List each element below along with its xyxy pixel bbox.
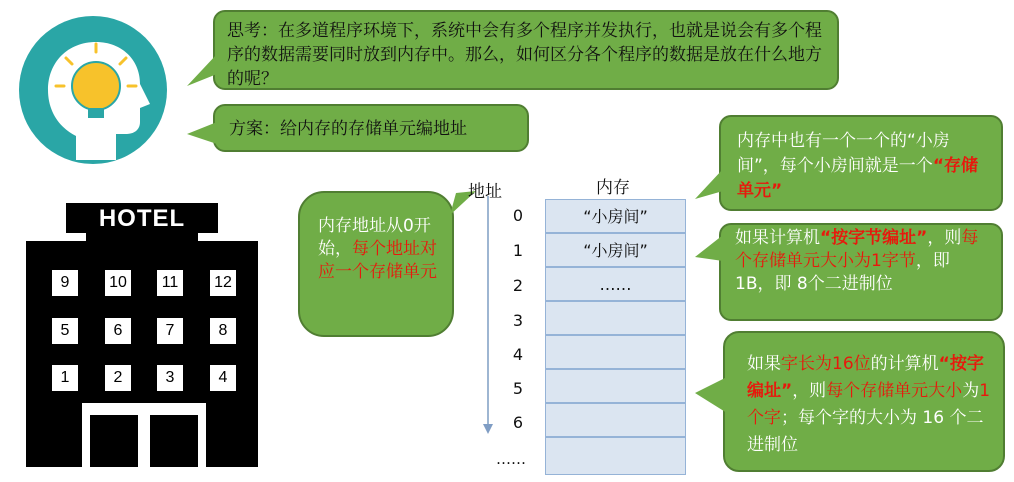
hotel-sign: HOTEL bbox=[98, 205, 186, 232]
memory-cell: …… bbox=[545, 267, 686, 301]
word-text-5: ，则 bbox=[792, 381, 827, 401]
room-bubble bbox=[719, 115, 1003, 211]
bubble-tail bbox=[695, 169, 725, 203]
word-text-7: 为 bbox=[962, 381, 980, 401]
word-text-6: 每个存储单元大小 bbox=[826, 381, 963, 401]
memory-cell bbox=[545, 369, 686, 403]
word-text-2: 字长为16位 bbox=[781, 354, 871, 374]
address-label: 1 bbox=[512, 241, 524, 260]
hotel-room: 4 bbox=[210, 365, 236, 391]
address-text-1: 内存地址从0开始， bbox=[318, 216, 431, 259]
hotel-room: 2 bbox=[105, 365, 131, 391]
byte-text-2: “按字节编址” bbox=[820, 228, 928, 248]
address-text-2: 每个地址对应一个存储单元 bbox=[318, 239, 437, 282]
address-bubble bbox=[298, 191, 454, 337]
byte-addressing-bubble bbox=[719, 223, 1003, 321]
word-text-8: 1个字 bbox=[747, 381, 991, 428]
address-label: 6 bbox=[512, 413, 524, 432]
address-label: 4 bbox=[512, 345, 524, 364]
byte-text-5: 1字节 bbox=[871, 251, 916, 271]
hotel-room: 10 bbox=[105, 270, 131, 296]
word-text-1: 如果 bbox=[747, 354, 781, 374]
address-more: …… bbox=[496, 450, 526, 468]
think-label: 思考： bbox=[227, 21, 278, 41]
hotel-room: 11 bbox=[157, 270, 183, 296]
plan-text: 方案：给内存的存储单元编地址 bbox=[229, 119, 467, 139]
head-lightbulb-icon bbox=[18, 14, 168, 166]
hotel-room: 8 bbox=[210, 318, 236, 344]
address-label: 2 bbox=[512, 276, 524, 295]
word-text-9: ；每个字的大小为 16 个二进制位 bbox=[747, 408, 984, 455]
memory-cell: “小房间” bbox=[545, 233, 686, 267]
room-text-2: “存储单元” bbox=[737, 156, 978, 201]
address-label: 0 bbox=[512, 206, 524, 225]
bubble-tail bbox=[695, 377, 729, 417]
hotel-room: 9 bbox=[52, 270, 78, 296]
address-title: 地址 bbox=[468, 182, 502, 202]
word-addressing-bubble bbox=[723, 331, 1005, 472]
bubble-tail bbox=[187, 52, 219, 88]
plan-bubble bbox=[213, 104, 529, 152]
think-text: 在多道程序环境下，系统中会有多个程序并发执行，也就是说会有多个程序的数据需要同时放到内存中。那么，如何区分各个程序的数据是放在什么地方的呢？ bbox=[227, 21, 822, 89]
hotel-room: 1 bbox=[52, 365, 78, 391]
think-bubble bbox=[213, 10, 839, 90]
memory-cell bbox=[545, 437, 686, 475]
address-arrow bbox=[482, 196, 494, 436]
address-label: 3 bbox=[512, 311, 524, 330]
byte-text-6: ，即 1B，即 8个二进制位 bbox=[735, 251, 950, 294]
bubble-tail bbox=[695, 233, 725, 267]
room-text-1: 内存中也有一个一个的“小房间”，每个小房间就是一个 bbox=[737, 131, 950, 176]
memory-cell bbox=[545, 301, 686, 335]
memory-cell bbox=[545, 403, 686, 437]
hotel-room: 5 bbox=[52, 318, 78, 344]
memory-title: 内存 bbox=[596, 178, 630, 198]
hotel-room: 3 bbox=[157, 365, 183, 391]
hotel-room: 7 bbox=[157, 318, 183, 344]
memory-cell: “小房间” bbox=[545, 199, 686, 233]
bubble-tail bbox=[187, 120, 219, 150]
word-text-4: “按字编址” bbox=[747, 354, 984, 401]
hotel-room: 12 bbox=[210, 270, 236, 296]
memory-cell bbox=[545, 335, 686, 369]
byte-text-1: 如果计算机 bbox=[735, 228, 820, 248]
hotel-room: 6 bbox=[105, 318, 131, 344]
address-label: 5 bbox=[512, 379, 524, 398]
word-text-3: 的计算机 bbox=[870, 354, 939, 374]
byte-text-3: ，则 bbox=[927, 228, 962, 248]
byte-text-4: 每个存储单元大小为 bbox=[735, 228, 979, 271]
